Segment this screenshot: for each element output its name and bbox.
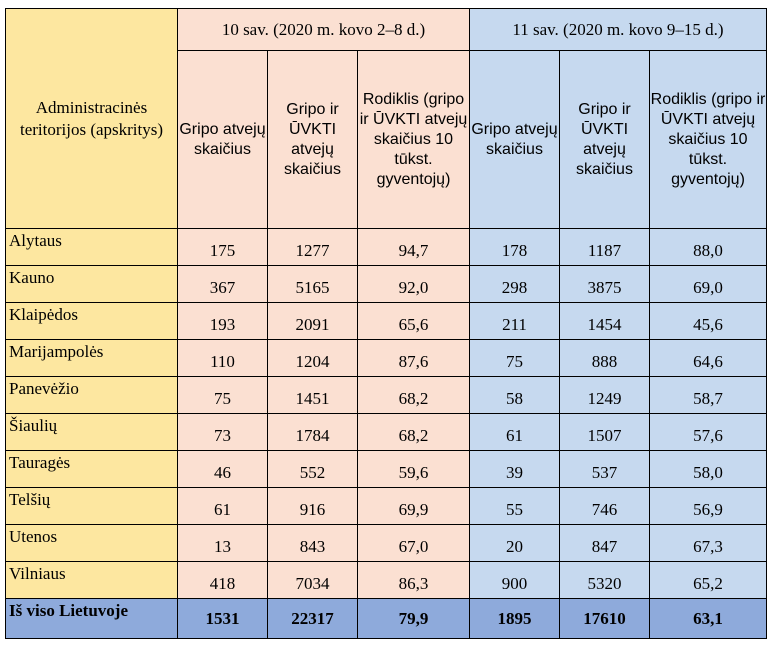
cell-w10-cases-uvkti: 1451 [268, 377, 358, 414]
cell-w11-cases-uvkti: 1454 [560, 303, 650, 340]
cell-w11-cases: 20 [470, 525, 560, 562]
table-row [6, 266, 767, 303]
cell-w10-cases-uvkti: 916 [268, 488, 358, 525]
cell-w11-rate: 64,6 [650, 340, 767, 377]
cell-w11-cases-uvkti: 888 [560, 340, 650, 377]
cell-w11-cases-uvkti: 5320 [560, 562, 650, 599]
cell-w10-rate: 68,2 [358, 377, 470, 414]
total-w11-rate: 63,1 [650, 599, 767, 639]
cell-w11-cases: 900 [470, 562, 560, 599]
cell-w10-cases-uvkti: 1204 [268, 340, 358, 377]
cell-w11-rate: 69,0 [650, 266, 767, 303]
cell-w10-cases-uvkti: 552 [268, 451, 358, 488]
cell-w11-rate: 45,6 [650, 303, 767, 340]
cell-w10-cases: 193 [178, 303, 268, 340]
cell-w10-rate: 67,0 [358, 525, 470, 562]
total-w10-cases-uvkti: 22317 [268, 599, 358, 639]
table-row [6, 488, 767, 525]
cell-w10-rate: 68,2 [358, 414, 470, 451]
cell-w11-cases: 75 [470, 340, 560, 377]
cell-w11-cases-uvkti: 3875 [560, 266, 650, 303]
cell-w11-rate: 57,6 [650, 414, 767, 451]
cell-w11-cases: 211 [470, 303, 560, 340]
total-name: Iš viso Lietuvoje [6, 599, 178, 639]
row-name: Panevėžio [6, 377, 178, 414]
header-w11-cases: Gripo atvejų skaičius [470, 51, 560, 229]
cell-w10-cases: 110 [178, 340, 268, 377]
header-w11-rate: Rodiklis (gripo ir ŪVKTI atvejų skaičius 10 tūkst. gyventojų) [650, 51, 767, 229]
cell-w11-rate: 58,0 [650, 451, 767, 488]
table-row [6, 562, 767, 599]
cell-w10-rate: 59,6 [358, 451, 470, 488]
row-name: Telšių [6, 488, 178, 525]
cell-w11-rate: 65,2 [650, 562, 767, 599]
cell-w11-cases-uvkti: 1249 [560, 377, 650, 414]
cell-w10-rate: 65,6 [358, 303, 470, 340]
header-week11: 11 sav. (2020 m. kovo 9–15 d.) [470, 9, 767, 51]
cell-w10-cases: 367 [178, 266, 268, 303]
cell-w11-cases: 39 [470, 451, 560, 488]
cell-w11-cases: 55 [470, 488, 560, 525]
table-wrapper [5, 8, 767, 639]
table-row [6, 229, 767, 266]
row-name: Alytaus [6, 229, 178, 266]
cell-w11-cases-uvkti: 1507 [560, 414, 650, 451]
total-w10-cases: 1531 [178, 599, 268, 639]
cell-w10-cases: 61 [178, 488, 268, 525]
cell-w11-cases-uvkti: 1187 [560, 229, 650, 266]
header-w10-cases: Gripo atvejų skaičius [178, 51, 268, 229]
cell-w11-cases: 58 [470, 377, 560, 414]
table-row [6, 340, 767, 377]
row-name: Marijampolės [6, 340, 178, 377]
cell-w11-cases-uvkti: 847 [560, 525, 650, 562]
header-w10-rate: Rodiklis (gripo ir ŪVKTI atvejų skaičius 10 tūkst. gyventojų) [358, 51, 470, 229]
row-name: Kauno [6, 266, 178, 303]
cell-w11-cases: 61 [470, 414, 560, 451]
table-row [6, 451, 767, 488]
total-w10-rate: 79,9 [358, 599, 470, 639]
row-name: Klaipėdos [6, 303, 178, 340]
cell-w11-cases-uvkti: 537 [560, 451, 650, 488]
cell-w11-cases: 178 [470, 229, 560, 266]
total-row [6, 599, 767, 639]
cell-w10-cases-uvkti: 2091 [268, 303, 358, 340]
cell-w10-cases: 75 [178, 377, 268, 414]
cell-w10-rate: 87,6 [358, 340, 470, 377]
cell-w10-rate: 92,0 [358, 266, 470, 303]
cell-w10-rate: 69,9 [358, 488, 470, 525]
cell-w10-cases: 46 [178, 451, 268, 488]
table-row [6, 377, 767, 414]
cell-w10-cases: 175 [178, 229, 268, 266]
cell-w11-cases: 298 [470, 266, 560, 303]
table-row [6, 525, 767, 562]
cell-w10-rate: 86,3 [358, 562, 470, 599]
cell-w10-cases: 73 [178, 414, 268, 451]
row-name: Vilniaus [6, 562, 178, 599]
row-name: Tauragės [6, 451, 178, 488]
table-row [6, 303, 767, 340]
cell-w10-cases-uvkti: 1784 [268, 414, 358, 451]
header-w11-cases-uvkti: Gripo ir ŪVKTI atvejų skaičius [560, 51, 650, 229]
influenza-table [5, 8, 767, 639]
cell-w11-rate: 88,0 [650, 229, 767, 266]
cell-w11-cases-uvkti: 746 [560, 488, 650, 525]
cell-w10-cases: 418 [178, 562, 268, 599]
total-w11-cases: 1895 [470, 599, 560, 639]
cell-w10-rate: 94,7 [358, 229, 470, 266]
row-name: Utenos [6, 525, 178, 562]
header-w10-cases-uvkti: Gripo ir ŪVKTI atvejų skaičius [268, 51, 358, 229]
header-week10: 10 sav. (2020 m. kovo 2–8 d.) [178, 9, 470, 51]
table-row [6, 414, 767, 451]
cell-w11-rate: 56,9 [650, 488, 767, 525]
cell-w10-cases: 13 [178, 525, 268, 562]
cell-w10-cases-uvkti: 843 [268, 525, 358, 562]
cell-w10-cases-uvkti: 1277 [268, 229, 358, 266]
cell-w10-cases-uvkti: 7034 [268, 562, 358, 599]
row-name: Šiaulių [6, 414, 178, 451]
cell-w11-rate: 58,7 [650, 377, 767, 414]
cell-w11-rate: 67,3 [650, 525, 767, 562]
total-w11-cases-uvkti: 17610 [560, 599, 650, 639]
cell-w10-cases-uvkti: 5165 [268, 266, 358, 303]
header-admin: Administracinės teritorijos (apskritys) [6, 9, 178, 229]
